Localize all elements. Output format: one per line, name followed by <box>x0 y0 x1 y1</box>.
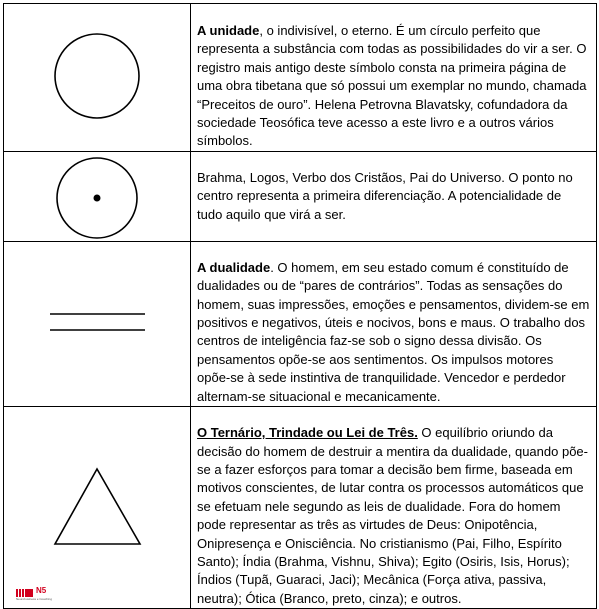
description-cell <box>191 151 597 241</box>
row-body: Brahma, Logos, Verbo dos Cristãos, Pai do Universo. O ponto no centro representa a primeira diferenciação. A potencialidade de tudo aquilo que virá a ser. <box>197 169 573 222</box>
description-text <box>197 407 590 608</box>
circle-icon <box>4 4 191 148</box>
description-cell <box>191 241 597 406</box>
table-row <box>4 241 597 406</box>
row-title: A dualidade <box>197 259 271 275</box>
symbol-cell <box>4 241 191 406</box>
circle-with-center-dot-icon <box>4 152 191 242</box>
symbol-cell <box>4 407 191 609</box>
row-body: . O homem, em seu estado comum é constituído de dualidades ou de “pares de contrários”. Todas as sensações do homem, suas impressões, emoções e pensamentos, dividem-se em positivos e negativos, úteis e nocivos, bons e maus. O trabalho dos centros de inteligência faz-se sob o signo dessa divisão. Os pensamentos opõe-se aos sentimentos. Os impulsos motores opõe-se à sede instintiva de tranquilidade. Vencedor e perdedor alternam-se situacional e mecanicamente. <box>197 259 590 404</box>
description-cell <box>191 4 597 152</box>
symbols-table <box>3 3 597 609</box>
table-row <box>4 4 597 152</box>
triangle-icon <box>4 407 191 605</box>
description-text <box>197 4 590 151</box>
symbol-cell <box>4 151 191 241</box>
row-body: , o indivisível, o eterno. É um círculo perfeito que representa a substância com todas as possibilidades do vir a ser. O registro mais antigo deste símbolo consta na primeira página de uma obra tibetana que só possui um exemplar no mundo, chamada “Preceitos de ouro”. Helena Petrovna Blavatsky, cofundadora da sociedade Teosófica teve acesso a este livro e a outros vários símbolos. <box>197 23 587 149</box>
row-body: O equilíbrio oriundo da decisão do homem de destruir a mentira da dualidade, quando põe-se a fazer esforços para tomar a decisão bem firme, baseada em motivos conscientes, de lutar contra os processos automáticos que se efetuam nele segundo as leis de dualidade. Fora do homem pode representar as três as virtudes de Deus: Onipotência, Onipresença e Onisciência. No cristianismo (Pai, Filho, Espírito Santo); Índia (Brahma, Vishnu, Shiva); Egito (Osiris, Isis, Horus); Índios (Tupã, Guaraci, Jaci); Mecânica (Força ativa, passiva, neutra); Ótica (Branco, preto, cinza); e outros. <box>197 425 588 606</box>
logo-subtitle: Neurobusiness e Coaching <box>16 597 53 602</box>
row-title: A unidade <box>197 23 260 38</box>
table-row <box>4 151 597 241</box>
ns-logo-icon <box>16 588 76 602</box>
row-title: O Ternário, Trindade ou Lei de Três. <box>197 425 418 441</box>
symbol-cell <box>4 4 191 152</box>
logo-text: N5 <box>36 586 47 596</box>
description-text <box>197 152 590 224</box>
description-cell <box>191 407 597 609</box>
description-text <box>197 242 590 406</box>
two-horizontal-lines-icon <box>4 242 191 407</box>
table-row <box>4 407 597 609</box>
